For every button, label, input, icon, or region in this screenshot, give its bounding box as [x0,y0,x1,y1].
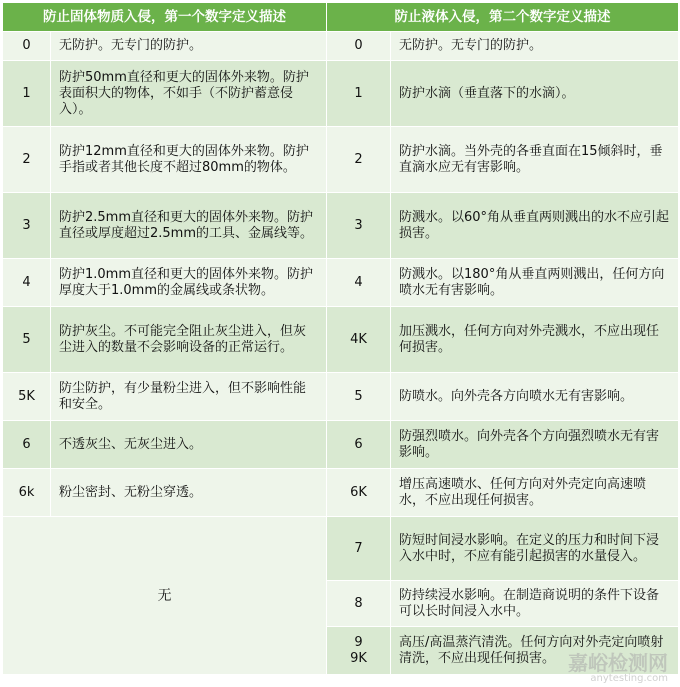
solid-desc: 防护2.5mm直径和更大的固体外来物。防护直径或厚度超过2.5mm的工具、金属线等。 [51,193,327,259]
liquid-desc: 防短时间浸水影响。在定义的压力和时间下浸入水中时，不应有能引起损害的水量侵入。 [391,517,679,581]
table-row [3,193,679,259]
liquid-code: 3 [327,193,391,259]
table-row [3,32,679,61]
table-row [3,421,679,469]
liquid-desc: 防喷水。向外壳各方向喷水无有害影响。 [391,373,679,421]
table-row [3,259,679,307]
solid-code: 6 [3,421,51,469]
liquid-desc: 防溅水。以60°角从垂直两则溅出的水不应引起损害。 [391,193,679,259]
header-solid: 防止固体物质入侵，第一个数字定义描述 [3,3,327,32]
solid-code: 4 [3,259,51,307]
liquid-desc: 防持续浸水影响。在制造商说明的条件下设备可以长时间浸入水中。 [391,581,679,627]
table-row [3,469,679,517]
solid-desc: 防护12mm直径和更大的固体外来物。防护手指或者其他长度不超过80mm的物体。 [51,127,327,193]
liquid-code: 9 9K [327,627,391,675]
liquid-code: 5 [327,373,391,421]
liquid-desc: 防溅水。以180°角从垂直两则溅出，任何方向喷水无有害影响。 [391,259,679,307]
solid-desc: 不透灰尘、无灰尘进入。 [51,421,327,469]
solid-code: 1 [3,61,51,127]
liquid-code: 4K [327,307,391,373]
liquid-desc: 防护水滴（垂直落下的水滴）。 [391,61,679,127]
watermark-main: 嘉峪检测网 [568,651,668,675]
ip-rating-table [2,2,679,675]
solid-code: 5K [3,373,51,421]
solid-desc: 无防护。无专门的防护。 [51,32,327,61]
liquid-code: 7 [327,517,391,581]
table-row [3,373,679,421]
solid-code: 6k [3,469,51,517]
table-row [3,307,679,373]
liquid-desc: 增压高速喷水、任何方向对外壳定向高速喷水，不应出现任何损害。 [391,469,679,517]
solid-code: 5 [3,307,51,373]
table-row [3,517,679,581]
liquid-desc: 防强烈喷水。向外壳各个方向强烈喷水无有害影响。 [391,421,679,469]
liquid-desc: 无防护。无专门的防护。 [391,32,679,61]
liquid-desc: 防护水滴。当外壳的各垂直面在15倾斜时，垂直滴水应无有害影响。 [391,127,679,193]
liquid-code: 0 [327,32,391,61]
solid-code: 3 [3,193,51,259]
solid-desc: 粉尘密封、无粉尘穿透。 [51,469,327,517]
watermark-sub: anytesting.com [590,673,668,684]
header-liquid: 防止液体入侵，第二个数字定义描述 [327,3,679,32]
liquid-code: 1 [327,61,391,127]
solid-desc: 防尘防护，有少量粉尘进入，但不影响性能和安全。 [51,373,327,421]
header-row [3,3,679,32]
solid-code: 2 [3,127,51,193]
solid-desc: 防护灰尘。不可能完全阻止灰尘进入，但灰尘进入的数量不会影响设备的正常运行。 [51,307,327,373]
liquid-code: 2 [327,127,391,193]
table-row [3,61,679,127]
liquid-desc: 加压溅水，任何方向对外壳溅水，不应出现任何损害。 [391,307,679,373]
solid-desc: 防护50mm直径和更大的固体外来物。防护表面积大的物体，不如手（不防护蓄意侵入）。 [51,61,327,127]
solid-desc: 防护1.0mm直径和更大的固体外来物。防护厚度大于1.0mm的金属线或条状物。 [51,259,327,307]
liquid-desc: 高压/高温蒸汽清洗。任何方向对外壳定向喷射清洗，不应出现任何损害。 [391,627,679,675]
table-row [3,127,679,193]
watermark [568,653,668,685]
solid-none-cell: 无 [3,517,327,675]
liquid-code: 6K [327,469,391,517]
solid-code: 0 [3,32,51,61]
liquid-code: 8 [327,581,391,627]
liquid-code: 6 [327,421,391,469]
liquid-code: 4 [327,259,391,307]
